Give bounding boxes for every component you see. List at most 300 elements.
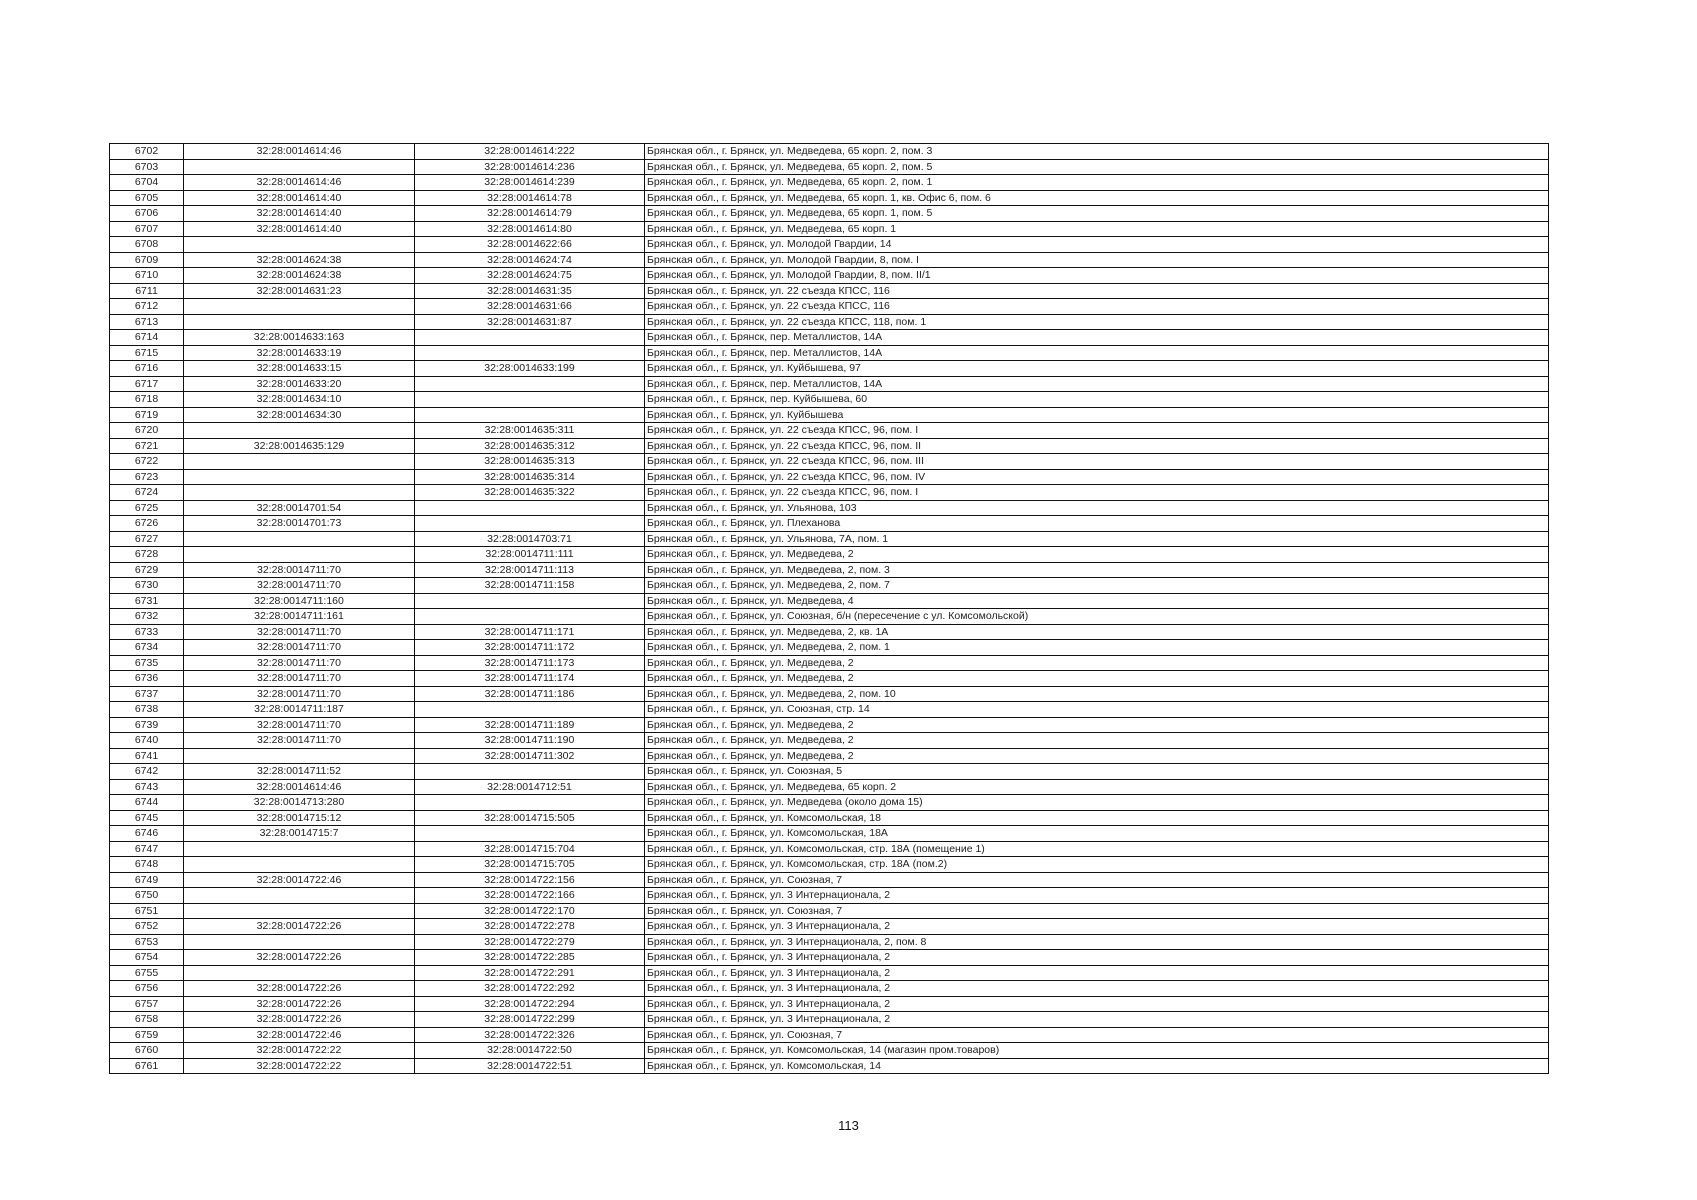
object-cadastral-number-cell: 32:28:0014614:236	[415, 159, 645, 175]
address-cell: Брянская обл., г. Брянск, ул. 22 съезда КПСС, 96, пом. I	[645, 423, 1549, 439]
address-cell: Брянская обл., г. Брянск, ул. 3 Интернационала, 2, пом. 8	[645, 934, 1549, 950]
address-cell: Брянская обл., г. Брянск, ул. Медведева, 65 корп. 1	[645, 221, 1549, 237]
object-cadastral-number-cell	[415, 500, 645, 516]
table-row	[110, 1043, 1549, 1059]
land-cadastral-number-cell: 32:28:0014711:187	[184, 702, 415, 718]
row-number-cell: 6740	[110, 733, 184, 749]
land-cadastral-number-cell	[184, 748, 415, 764]
object-cadastral-number-cell: 32:28:0014722:50	[415, 1043, 645, 1059]
row-number-cell: 6728	[110, 547, 184, 563]
land-cadastral-number-cell: 32:28:0014722:26	[184, 981, 415, 997]
land-cadastral-number-cell: 32:28:0014711:70	[184, 655, 415, 671]
address-cell: Брянская обл., г. Брянск, ул. Молодой Гвардии, 8, пом. II/1	[645, 268, 1549, 284]
land-cadastral-number-cell: 32:28:0014711:70	[184, 640, 415, 656]
land-cadastral-number-cell: 32:28:0014711:70	[184, 578, 415, 594]
row-number-cell: 6733	[110, 624, 184, 640]
table-row	[110, 268, 1549, 284]
land-cadastral-number-cell: 32:28:0014711:70	[184, 717, 415, 733]
table-row	[110, 748, 1549, 764]
table-row	[110, 779, 1549, 795]
object-cadastral-number-cell: 32:28:0014722:291	[415, 965, 645, 981]
land-cadastral-number-cell	[184, 469, 415, 485]
table-row	[110, 206, 1549, 222]
row-number-cell: 6746	[110, 826, 184, 842]
land-cadastral-number-cell	[184, 903, 415, 919]
table-row	[110, 903, 1549, 919]
row-number-cell: 6721	[110, 438, 184, 454]
row-number-cell: 6738	[110, 702, 184, 718]
object-cadastral-number-cell: 32:28:0014722:292	[415, 981, 645, 997]
address-cell: Брянская обл., г. Брянск, ул. Комсомольская, стр. 18А (пом.2)	[645, 857, 1549, 873]
address-cell: Брянская обл., г. Брянск, пер. Металлистов, 14А	[645, 345, 1549, 361]
row-number-cell: 6717	[110, 376, 184, 392]
land-cadastral-number-cell: 32:28:0014631:23	[184, 283, 415, 299]
object-cadastral-number-cell: 32:28:0014703:71	[415, 531, 645, 547]
land-cadastral-number-cell: 32:28:0014633:163	[184, 330, 415, 346]
table-row	[110, 454, 1549, 470]
row-number-cell: 6725	[110, 500, 184, 516]
land-cadastral-number-cell: 32:28:0014722:46	[184, 872, 415, 888]
land-cadastral-number-cell: 32:28:0014722:22	[184, 1058, 415, 1074]
table-row	[110, 283, 1549, 299]
table-row	[110, 299, 1549, 315]
land-cadastral-number-cell: 32:28:0014722:46	[184, 1027, 415, 1043]
address-cell: Брянская обл., г. Брянск, ул. Комсомольская, 18А	[645, 826, 1549, 842]
object-cadastral-number-cell: 32:28:0014722:285	[415, 950, 645, 966]
address-cell: Брянская обл., г. Брянск, ул. Медведева, 65 корп. 2, пом. 1	[645, 175, 1549, 191]
table-row	[110, 144, 1549, 160]
address-cell: Брянская обл., г. Брянск, ул. Медведева, 2, пом. 7	[645, 578, 1549, 594]
land-cadastral-number-cell	[184, 454, 415, 470]
address-cell: Брянская обл., г. Брянск, ул. Комсомольская, 14	[645, 1058, 1549, 1074]
object-cadastral-number-cell: 32:28:0014631:66	[415, 299, 645, 315]
land-cadastral-number-cell: 32:28:0014722:26	[184, 1012, 415, 1028]
land-cadastral-number-cell: 32:28:0014722:26	[184, 996, 415, 1012]
address-cell: Брянская обл., г. Брянск, ул. Медведева, 2	[645, 671, 1549, 687]
object-cadastral-number-cell	[415, 516, 645, 532]
land-cadastral-number-cell: 32:28:0014711:161	[184, 609, 415, 625]
object-cadastral-number-cell	[415, 407, 645, 423]
object-cadastral-number-cell: 32:28:0014614:239	[415, 175, 645, 191]
object-cadastral-number-cell: 32:28:0014722:166	[415, 888, 645, 904]
table-row	[110, 826, 1549, 842]
object-cadastral-number-cell: 32:28:0014711:113	[415, 562, 645, 578]
table-row	[110, 345, 1549, 361]
table-row	[110, 934, 1549, 950]
table-row	[110, 717, 1549, 733]
row-number-cell: 6704	[110, 175, 184, 191]
address-cell: Брянская обл., г. Брянск, ул. Медведева, 2	[645, 547, 1549, 563]
table-row	[110, 469, 1549, 485]
table-row	[110, 578, 1549, 594]
table-row	[110, 531, 1549, 547]
table-row	[110, 221, 1549, 237]
object-cadastral-number-cell: 32:28:0014722:326	[415, 1027, 645, 1043]
land-cadastral-number-cell: 32:28:0014701:73	[184, 516, 415, 532]
table-row	[110, 996, 1549, 1012]
object-cadastral-number-cell: 32:28:0014622:66	[415, 237, 645, 253]
address-cell: Брянская обл., г. Брянск, ул. Медведева, 65 корп. 2, пом. 3	[645, 144, 1549, 160]
land-cadastral-number-cell: 32:28:0014722:22	[184, 1043, 415, 1059]
object-cadastral-number-cell: 32:28:0014711:186	[415, 686, 645, 702]
row-number-cell: 6741	[110, 748, 184, 764]
object-cadastral-number-cell: 32:28:0014722:279	[415, 934, 645, 950]
row-number-cell: 6709	[110, 252, 184, 268]
object-cadastral-number-cell: 32:28:0014722:299	[415, 1012, 645, 1028]
land-cadastral-number-cell: 32:28:0014711:160	[184, 593, 415, 609]
object-cadastral-number-cell	[415, 795, 645, 811]
address-cell: Брянская обл., г. Брянск, ул. 3 Интернационала, 2	[645, 965, 1549, 981]
row-number-cell: 6722	[110, 454, 184, 470]
land-cadastral-number-cell: 32:28:0014711:70	[184, 562, 415, 578]
row-number-cell: 6714	[110, 330, 184, 346]
table-row	[110, 314, 1549, 330]
address-cell: Брянская обл., г. Брянск, ул. 22 съезда КПСС, 96, пом. I	[645, 485, 1549, 501]
table-row	[110, 516, 1549, 532]
land-cadastral-number-cell: 32:28:0014711:70	[184, 624, 415, 640]
land-cadastral-number-cell: 32:28:0014711:70	[184, 686, 415, 702]
table-row	[110, 671, 1549, 687]
land-cadastral-number-cell: 32:28:0014634:10	[184, 392, 415, 408]
table-body	[110, 144, 1549, 1074]
page-number: 113	[838, 1118, 859, 1133]
land-cadastral-number-cell: 32:28:0014614:40	[184, 190, 415, 206]
land-cadastral-number-cell: 32:28:0014722:26	[184, 950, 415, 966]
address-cell: Брянская обл., г. Брянск, пер. Металлистов, 14А	[645, 376, 1549, 392]
row-number-cell: 6713	[110, 314, 184, 330]
address-cell: Брянская обл., г. Брянск, ул. 22 съезда КПСС, 96, пом. III	[645, 454, 1549, 470]
object-cadastral-number-cell: 32:28:0014722:170	[415, 903, 645, 919]
table-row	[110, 547, 1549, 563]
address-cell: Брянская обл., г. Брянск, ул. 3 Интернационала, 2	[645, 996, 1549, 1012]
object-cadastral-number-cell: 32:28:0014614:222	[415, 144, 645, 160]
address-cell: Брянская обл., г. Брянск, ул. 3 Интернационала, 2	[645, 950, 1549, 966]
table-row	[110, 841, 1549, 857]
land-cadastral-number-cell	[184, 299, 415, 315]
table-row	[110, 190, 1549, 206]
row-number-cell: 6726	[110, 516, 184, 532]
address-cell: Брянская обл., г. Брянск, ул. Союзная, 5	[645, 764, 1549, 780]
row-number-cell: 6760	[110, 1043, 184, 1059]
row-number-cell: 6761	[110, 1058, 184, 1074]
land-cadastral-number-cell: 32:28:0014635:129	[184, 438, 415, 454]
table-row	[110, 733, 1549, 749]
row-number-cell: 6756	[110, 981, 184, 997]
object-cadastral-number-cell: 32:28:0014635:312	[415, 438, 645, 454]
object-cadastral-number-cell	[415, 593, 645, 609]
row-number-cell: 6724	[110, 485, 184, 501]
land-cadastral-number-cell: 32:28:0014711:52	[184, 764, 415, 780]
row-number-cell: 6734	[110, 640, 184, 656]
land-cadastral-number-cell: 32:28:0014715:7	[184, 826, 415, 842]
table-row	[110, 438, 1549, 454]
land-cadastral-number-cell	[184, 857, 415, 873]
row-number-cell: 6702	[110, 144, 184, 160]
land-cadastral-number-cell: 32:28:0014614:40	[184, 206, 415, 222]
object-cadastral-number-cell: 32:28:0014711:172	[415, 640, 645, 656]
address-cell: Брянская обл., г. Брянск, ул. Ульянова, 103	[645, 500, 1549, 516]
row-number-cell: 6707	[110, 221, 184, 237]
row-number-cell: 6749	[110, 872, 184, 888]
table-row	[110, 1012, 1549, 1028]
table-row	[110, 252, 1549, 268]
table-row	[110, 655, 1549, 671]
land-cadastral-number-cell	[184, 888, 415, 904]
object-cadastral-number-cell	[415, 392, 645, 408]
address-cell: Брянская обл., г. Брянск, ул. 22 съезда КПСС, 116	[645, 299, 1549, 315]
object-cadastral-number-cell: 32:28:0014614:80	[415, 221, 645, 237]
table-row	[110, 1058, 1549, 1074]
land-cadastral-number-cell: 32:28:0014715:12	[184, 810, 415, 826]
object-cadastral-number-cell: 32:28:0014614:79	[415, 206, 645, 222]
address-cell: Брянская обл., г. Брянск, ул. Медведева, 2, пом. 10	[645, 686, 1549, 702]
address-cell: Брянская обл., г. Брянск, ул. Медведева, 65 корп. 2	[645, 779, 1549, 795]
table-row	[110, 407, 1549, 423]
object-cadastral-number-cell: 32:28:0014624:75	[415, 268, 645, 284]
land-cadastral-number-cell	[184, 841, 415, 857]
address-cell: Брянская обл., г. Брянск, ул. Медведева, 65 корп. 2, пом. 5	[645, 159, 1549, 175]
object-cadastral-number-cell: 32:28:0014715:505	[415, 810, 645, 826]
land-cadastral-number-cell: 32:28:0014722:26	[184, 919, 415, 935]
address-cell: Брянская обл., г. Брянск, ул. Союзная, стр. 14	[645, 702, 1549, 718]
row-number-cell: 6745	[110, 810, 184, 826]
table-row	[110, 392, 1549, 408]
object-cadastral-number-cell: 32:28:0014631:35	[415, 283, 645, 299]
object-cadastral-number-cell: 32:28:0014711:173	[415, 655, 645, 671]
address-cell: Брянская обл., г. Брянск, ул. 3 Интернационала, 2	[645, 919, 1549, 935]
table-row	[110, 330, 1549, 346]
object-cadastral-number-cell: 32:28:0014635:314	[415, 469, 645, 485]
address-cell: Брянская обл., г. Брянск, ул. Медведева, 2	[645, 733, 1549, 749]
table-row	[110, 640, 1549, 656]
address-cell: Брянская обл., г. Брянск, ул. Комсомольская, 14 (магазин пром.товаров)	[645, 1043, 1549, 1059]
address-cell: Брянская обл., г. Брянск, ул. Медведева, 2	[645, 748, 1549, 764]
row-number-cell: 6742	[110, 764, 184, 780]
address-cell: Брянская обл., г. Брянск, ул. Ульянова, 7А, пом. 1	[645, 531, 1549, 547]
object-cadastral-number-cell: 32:28:0014711:190	[415, 733, 645, 749]
table-row	[110, 237, 1549, 253]
address-cell: Брянская обл., г. Брянск, ул. 3 Интернационала, 2	[645, 1012, 1549, 1028]
address-cell: Брянская обл., г. Брянск, пер. Куйбышева, 60	[645, 392, 1549, 408]
land-cadastral-number-cell: 32:28:0014711:70	[184, 733, 415, 749]
address-cell: Брянская обл., г. Брянск, ул. Медведева, 4	[645, 593, 1549, 609]
object-cadastral-number-cell: 32:28:0014722:51	[415, 1058, 645, 1074]
object-cadastral-number-cell: 32:28:0014614:78	[415, 190, 645, 206]
address-cell: Брянская обл., г. Брянск, ул. Медведева, 2, пом. 1	[645, 640, 1549, 656]
land-cadastral-number-cell: 32:28:0014633:19	[184, 345, 415, 361]
table-row	[110, 981, 1549, 997]
table-row	[110, 795, 1549, 811]
row-number-cell: 6731	[110, 593, 184, 609]
object-cadastral-number-cell: 32:28:0014711:111	[415, 547, 645, 563]
object-cadastral-number-cell: 32:28:0014624:74	[415, 252, 645, 268]
row-number-cell: 6729	[110, 562, 184, 578]
table-row	[110, 950, 1549, 966]
row-number-cell: 6706	[110, 206, 184, 222]
row-number-cell: 6711	[110, 283, 184, 299]
address-cell: Брянская обл., г. Брянск, ул. 22 съезда КПСС, 96, пом. II	[645, 438, 1549, 454]
object-cadastral-number-cell: 32:28:0014635:322	[415, 485, 645, 501]
row-number-cell: 6739	[110, 717, 184, 733]
table-row	[110, 485, 1549, 501]
address-cell: Брянская обл., г. Брянск, ул. Медведева, 2, пом. 3	[645, 562, 1549, 578]
object-cadastral-number-cell	[415, 330, 645, 346]
land-cadastral-number-cell	[184, 485, 415, 501]
object-cadastral-number-cell: 32:28:0014633:199	[415, 361, 645, 377]
row-number-cell: 6723	[110, 469, 184, 485]
address-cell: Брянская обл., г. Брянск, ул. Медведева (около дома 15)	[645, 795, 1549, 811]
land-cadastral-number-cell	[184, 423, 415, 439]
row-number-cell: 6757	[110, 996, 184, 1012]
land-cadastral-number-cell: 32:28:0014634:30	[184, 407, 415, 423]
address-cell: Брянская обл., г. Брянск, ул. Молодой Гвардии, 8, пом. I	[645, 252, 1549, 268]
row-number-cell: 6708	[110, 237, 184, 253]
address-cell: Брянская обл., г. Брянск, ул. Союзная, 7	[645, 903, 1549, 919]
table-row	[110, 888, 1549, 904]
address-cell: Брянская обл., г. Брянск, ул. Медведева, 65 корп. 1, пом. 5	[645, 206, 1549, 222]
table-row	[110, 810, 1549, 826]
land-cadastral-number-cell: 32:28:0014614:46	[184, 144, 415, 160]
address-cell: Брянская обл., г. Брянск, ул. Медведева, 2	[645, 655, 1549, 671]
object-cadastral-number-cell: 32:28:0014722:156	[415, 872, 645, 888]
object-cadastral-number-cell: 32:28:0014631:87	[415, 314, 645, 330]
address-cell: Брянская обл., г. Брянск, ул. Медведева, 2, кв. 1А	[645, 624, 1549, 640]
land-cadastral-number-cell: 32:28:0014711:70	[184, 671, 415, 687]
row-number-cell: 6710	[110, 268, 184, 284]
table-row	[110, 423, 1549, 439]
row-number-cell: 6730	[110, 578, 184, 594]
row-number-cell: 6754	[110, 950, 184, 966]
row-number-cell: 6716	[110, 361, 184, 377]
table-row	[110, 175, 1549, 191]
land-cadastral-number-cell: 32:28:0014713:280	[184, 795, 415, 811]
address-cell: Брянская обл., г. Брянск, ул. Комсомольская, стр. 18А (помещение 1)	[645, 841, 1549, 857]
land-cadastral-number-cell: 32:28:0014633:20	[184, 376, 415, 392]
address-cell: Брянская обл., г. Брянск, ул. Куйбышева	[645, 407, 1549, 423]
row-number-cell: 6703	[110, 159, 184, 175]
table-row	[110, 593, 1549, 609]
object-cadastral-number-cell: 32:28:0014715:705	[415, 857, 645, 873]
address-cell: Брянская обл., г. Брянск, ул. Союзная, 7	[645, 872, 1549, 888]
object-cadastral-number-cell: 32:28:0014715:704	[415, 841, 645, 857]
land-cadastral-number-cell: 32:28:0014624:38	[184, 268, 415, 284]
object-cadastral-number-cell: 32:28:0014711:302	[415, 748, 645, 764]
row-number-cell: 6751	[110, 903, 184, 919]
table-row	[110, 919, 1549, 935]
row-number-cell: 6736	[110, 671, 184, 687]
address-cell: Брянская обл., г. Брянск, ул. Комсомольская, 18	[645, 810, 1549, 826]
address-cell: Брянская обл., г. Брянск, ул. 3 Интернационала, 2	[645, 981, 1549, 997]
table-row	[110, 376, 1549, 392]
table-row	[110, 686, 1549, 702]
row-number-cell: 6747	[110, 841, 184, 857]
address-cell: Брянская обл., г. Брянск, ул. Медведева, 65 корп. 1, кв. Офис 6, пом. 6	[645, 190, 1549, 206]
address-cell: Брянская обл., г. Брянск, ул. 22 съезда КПСС, 118, пом. 1	[645, 314, 1549, 330]
table-row	[110, 361, 1549, 377]
row-number-cell: 6718	[110, 392, 184, 408]
object-cadastral-number-cell: 32:28:0014635:313	[415, 454, 645, 470]
object-cadastral-number-cell	[415, 702, 645, 718]
row-number-cell: 6750	[110, 888, 184, 904]
land-cadastral-number-cell: 32:28:0014614:40	[184, 221, 415, 237]
land-cadastral-number-cell	[184, 531, 415, 547]
row-number-cell: 6744	[110, 795, 184, 811]
object-cadastral-number-cell	[415, 764, 645, 780]
row-number-cell: 6715	[110, 345, 184, 361]
address-cell: Брянская обл., г. Брянск, ул. Союзная, б/н (пересечение с ул. Комсомольской)	[645, 609, 1549, 625]
row-number-cell: 6743	[110, 779, 184, 795]
table-row	[110, 159, 1549, 175]
table-row	[110, 624, 1549, 640]
object-cadastral-number-cell: 32:28:0014711:171	[415, 624, 645, 640]
land-cadastral-number-cell	[184, 934, 415, 950]
table-row	[110, 764, 1549, 780]
object-cadastral-number-cell: 32:28:0014711:189	[415, 717, 645, 733]
table-row	[110, 702, 1549, 718]
object-cadastral-number-cell: 32:28:0014711:174	[415, 671, 645, 687]
object-cadastral-number-cell	[415, 609, 645, 625]
cadastral-table	[109, 143, 1549, 1074]
land-cadastral-number-cell: 32:28:0014614:46	[184, 175, 415, 191]
object-cadastral-number-cell: 32:28:0014635:311	[415, 423, 645, 439]
object-cadastral-number-cell: 32:28:0014712:51	[415, 779, 645, 795]
row-number-cell: 6752	[110, 919, 184, 935]
row-number-cell: 6737	[110, 686, 184, 702]
address-cell: Брянская обл., г. Брянск, ул. 22 съезда КПСС, 96, пом. IV	[645, 469, 1549, 485]
row-number-cell: 6719	[110, 407, 184, 423]
object-cadastral-number-cell	[415, 826, 645, 842]
land-cadastral-number-cell: 32:28:0014701:54	[184, 500, 415, 516]
address-cell: Брянская обл., г. Брянск, ул. 22 съезда КПСС, 116	[645, 283, 1549, 299]
address-cell: Брянская обл., г. Брянск, ул. 3 Интернационала, 2	[645, 888, 1549, 904]
land-cadastral-number-cell: 32:28:0014614:46	[184, 779, 415, 795]
object-cadastral-number-cell: 32:28:0014722:294	[415, 996, 645, 1012]
land-cadastral-number-cell: 32:28:0014624:38	[184, 252, 415, 268]
land-cadastral-number-cell: 32:28:0014633:15	[184, 361, 415, 377]
table-row	[110, 500, 1549, 516]
land-cadastral-number-cell	[184, 965, 415, 981]
table-row	[110, 857, 1549, 873]
land-cadastral-number-cell	[184, 547, 415, 563]
object-cadastral-number-cell: 32:28:0014711:158	[415, 578, 645, 594]
object-cadastral-number-cell: 32:28:0014722:278	[415, 919, 645, 935]
table-row	[110, 965, 1549, 981]
table-row	[110, 609, 1549, 625]
object-cadastral-number-cell	[415, 376, 645, 392]
table-row	[110, 872, 1549, 888]
address-cell: Брянская обл., г. Брянск, ул. Плеханова	[645, 516, 1549, 532]
row-number-cell: 6705	[110, 190, 184, 206]
row-number-cell: 6748	[110, 857, 184, 873]
address-cell: Брянская обл., г. Брянск, ул. Союзная, 7	[645, 1027, 1549, 1043]
row-number-cell: 6727	[110, 531, 184, 547]
row-number-cell: 6720	[110, 423, 184, 439]
table-row	[110, 562, 1549, 578]
table-row	[110, 1027, 1549, 1043]
row-number-cell: 6735	[110, 655, 184, 671]
address-cell: Брянская обл., г. Брянск, ул. Молодой Гвардии, 14	[645, 237, 1549, 253]
address-cell: Брянская обл., г. Брянск, ул. Куйбышева, 97	[645, 361, 1549, 377]
row-number-cell: 6755	[110, 965, 184, 981]
land-cadastral-number-cell	[184, 314, 415, 330]
row-number-cell: 6732	[110, 609, 184, 625]
row-number-cell: 6759	[110, 1027, 184, 1043]
land-cadastral-number-cell	[184, 237, 415, 253]
object-cadastral-number-cell	[415, 345, 645, 361]
land-cadastral-number-cell	[184, 159, 415, 175]
row-number-cell: 6753	[110, 934, 184, 950]
row-number-cell: 6758	[110, 1012, 184, 1028]
